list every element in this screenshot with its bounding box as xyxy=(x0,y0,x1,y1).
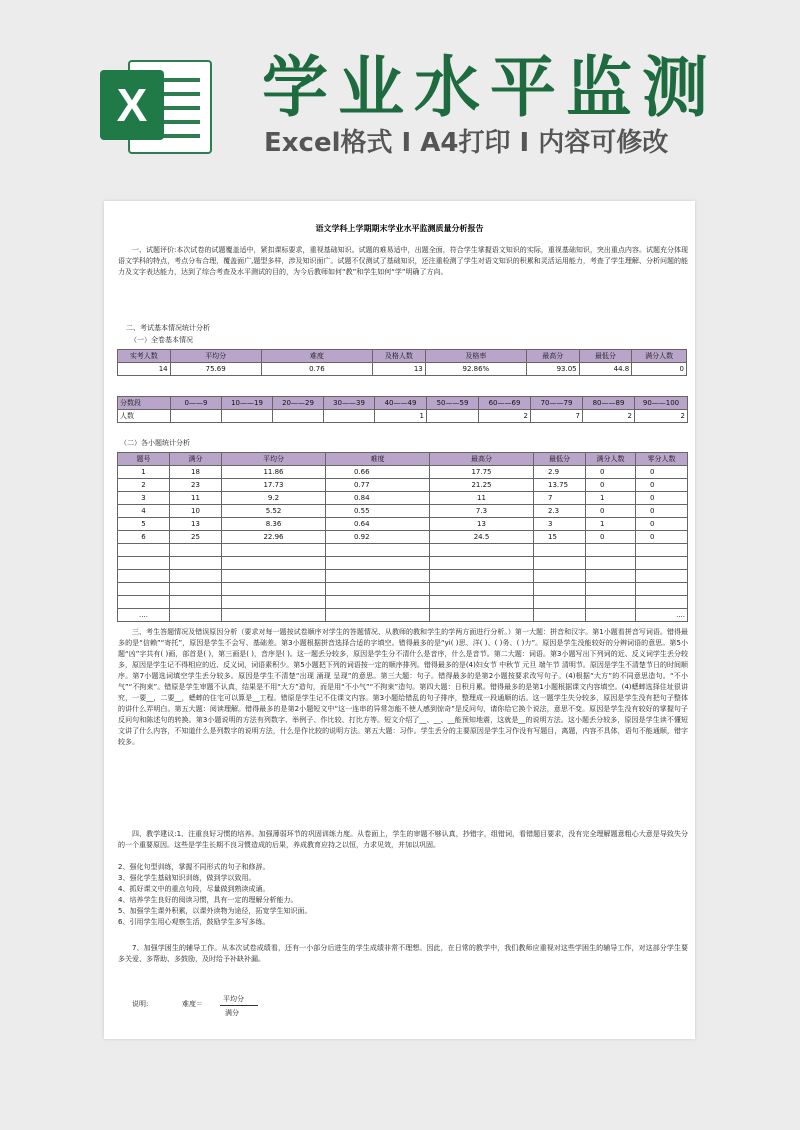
table-header-cell: 满分人数 xyxy=(586,453,636,466)
table-cell: 0 xyxy=(636,466,688,479)
table-cell xyxy=(326,596,430,609)
table-cell: 1 xyxy=(375,410,427,423)
table-cell: 25 xyxy=(170,531,222,544)
table-header-cell: 满分人数 xyxy=(632,350,687,363)
table-cell xyxy=(171,410,222,423)
table-cell: 2 xyxy=(479,410,531,423)
document-title: 语文学科上学期期末学业水平监测质量分析报告 xyxy=(315,223,484,233)
table-header-cell: 零分人数 xyxy=(636,453,688,466)
list-item: 2、强化句型训练，掌握不同形式的句子和修辞。 xyxy=(118,863,270,871)
table-cell xyxy=(170,544,222,557)
table-cell: 23 xyxy=(170,479,222,492)
table-cell xyxy=(427,410,479,423)
table-header-cell: 难度 xyxy=(261,350,372,363)
table-cell xyxy=(326,557,430,570)
table-cell: 13 xyxy=(373,363,426,376)
table-header-row xyxy=(118,350,687,363)
table-header-row xyxy=(118,397,688,410)
table-cell: 13 xyxy=(170,518,222,531)
table-cell xyxy=(586,583,636,596)
table-cell: 0.66 xyxy=(326,466,430,479)
table-cell xyxy=(586,609,636,622)
formula-numerator: 平均分 xyxy=(223,995,244,1003)
table-cell xyxy=(636,583,688,596)
table-cell: 11.86 xyxy=(222,466,326,479)
table-header-cell: 最低分 xyxy=(579,350,632,363)
subsection-heading-overall: （一）全卷基本情况 xyxy=(130,336,193,344)
table-cell xyxy=(430,570,534,583)
table-cell xyxy=(636,570,688,583)
table-cell xyxy=(222,583,326,596)
list-item: 6、引用学生用心观察生活，鼓励学生多写多练。 xyxy=(118,918,270,926)
table-header-cell: 60——69 xyxy=(479,397,531,410)
table-cell: 0.77 xyxy=(326,479,430,492)
table-cell xyxy=(326,544,430,557)
table-header-cell: 70——79 xyxy=(531,397,583,410)
table-row xyxy=(118,363,687,376)
table-cell xyxy=(534,557,586,570)
suggestion-list xyxy=(118,862,688,928)
table-cell xyxy=(586,596,636,609)
table-cell: 15 xyxy=(534,531,586,544)
table-cell: 0 xyxy=(636,505,688,518)
table-cell xyxy=(170,609,222,622)
table-cell xyxy=(118,570,170,583)
table-cell: 7.3 xyxy=(430,505,534,518)
table-cell: 7 xyxy=(534,492,586,505)
table-cell xyxy=(636,557,688,570)
table-row-empty xyxy=(118,557,688,570)
table-header-cell: 分数段 xyxy=(118,397,171,410)
table-cell xyxy=(534,570,586,583)
table-cell: 2 xyxy=(583,410,635,423)
table-cell xyxy=(326,570,430,583)
table-header-cell: 50——59 xyxy=(427,397,479,410)
table-cell: 2 xyxy=(635,410,688,423)
list-item: 3、强化学生基础知识训练，做到学以致用。 xyxy=(118,874,256,882)
table-cell xyxy=(430,609,534,622)
table-cell: 0 xyxy=(586,531,636,544)
table-cell xyxy=(170,557,222,570)
table-row xyxy=(118,410,688,423)
table-header-cell: 30——39 xyxy=(324,397,375,410)
table-row xyxy=(118,531,688,544)
summary-table xyxy=(117,349,687,376)
table-header-cell: 最高分 xyxy=(526,350,579,363)
table-cell: 10 xyxy=(170,505,222,518)
paragraph-test-evaluation: 一、试题评价:本次试卷的试题覆盖适中，紧扣课标要求，重视基础知识。试题的难易适中，出题全面，符合学生掌握语文知识的实际，重视基础知识，突出重点内容。试题充分体现语文学科的特点，考点分布合理，覆盖面广,题型多样，涉及知识面广。试题不仅测试了基础知识，还注重检测了学生对语文知识的积累和灵活运用能力，考查了学生理解、分析问题的能力及文字表达能力，达到了综合考查及水平测试的目的，为今后教师如何“教”和学生如何“学”明确了方向。 xyxy=(118,246,688,276)
list-item: 4、抓好课文中的重点句段，尽量做到熟读成诵。 xyxy=(118,885,270,893)
question-stats-table xyxy=(117,452,688,622)
table-cell xyxy=(534,609,586,622)
table-cell: 14 xyxy=(118,363,171,376)
subsection-heading-items: （二）各小题统计分析 xyxy=(120,439,190,447)
table-cell: 0.92 xyxy=(326,531,430,544)
table-cell xyxy=(222,557,326,570)
formula-denominator: 满分 xyxy=(225,1009,239,1017)
table-cell xyxy=(586,544,636,557)
table-cell: 0 xyxy=(636,518,688,531)
table-header-cell: 满分 xyxy=(170,453,222,466)
table-cell: .... xyxy=(636,609,688,622)
table-cell xyxy=(430,557,534,570)
table-cell xyxy=(636,544,688,557)
table-cell xyxy=(534,544,586,557)
table-cell xyxy=(170,596,222,609)
list-item: 5、加强学生课外积累，以课外读物为途径，拓宽学生知识面。 xyxy=(118,907,312,915)
table-cell: 2.3 xyxy=(534,505,586,518)
table-header-cell: 难度 xyxy=(326,453,430,466)
table-cell: 44.8 xyxy=(579,363,632,376)
table-row-empty xyxy=(118,596,688,609)
table-cell xyxy=(324,410,375,423)
table-cell: 0 xyxy=(636,479,688,492)
table-header-cell: 0——9 xyxy=(171,397,222,410)
table-cell: .... xyxy=(118,609,170,622)
table-header-row xyxy=(118,453,688,466)
table-cell xyxy=(118,544,170,557)
table-row xyxy=(118,492,688,505)
banner-title: 学业水平监测 xyxy=(262,49,718,126)
paragraph-tutoring: 7、加强学困生的辅导工作。从本次试卷成绩看，还有一小部分后进生的学生成绩非常不理想。因此，在日常的教学中，我们教师应重视对这些学困生的辅导工作，对这部分学生要多关爱、多帮助、多鼓励，及时给予补缺补漏。 xyxy=(118,944,688,963)
table-cell: 6 xyxy=(118,531,170,544)
table-cell xyxy=(118,583,170,596)
table-header-cell: 90——100 xyxy=(635,397,688,410)
table-cell: 0 xyxy=(632,363,687,376)
note-label: 说明: xyxy=(132,1000,149,1008)
table-row xyxy=(118,479,688,492)
table-cell: 1 xyxy=(586,518,636,531)
table-cell xyxy=(170,583,222,596)
table-header-cell: 平均分 xyxy=(222,453,326,466)
score-distribution-table xyxy=(117,396,688,423)
logo-letter: X xyxy=(100,70,164,140)
table-cell xyxy=(118,596,170,609)
table-row xyxy=(118,518,688,531)
table-cell: 21.25 xyxy=(430,479,534,492)
table-cell: 0 xyxy=(586,466,636,479)
table-cell: 17.75 xyxy=(430,466,534,479)
table-cell: 75.69 xyxy=(170,363,261,376)
table-header-cell: 10——19 xyxy=(222,397,273,410)
table-header-cell: 80——89 xyxy=(583,397,635,410)
banner-subtitle: Excel格式 I A4打印 I 内容可修改 xyxy=(264,128,669,158)
paragraph-error-analysis: 三、考生答题情况及错误原因分析（要求对每一题按试卷顺序对学生的答题情况、从教师的教和学生的学两方面进行分析。）第一大题：拼音和汉字。第1小题看拼音写词语。错得最多的是“信赖”“寄托”，原因是学生不会写、基础差。第3小题根据拼音选择合适的字填空。错得最多的是“yi( )思、洋( )、( )务、( )力”。原因是学生没能较好的分辨词语的意思。第5小题“凶”字共有( )画，部首是( )，第三画是( )，音序是( )。这一题丢分较多，原因是学生分不清什么是音序，什么是音节。第二大题：词语。第3小题写出下列词的近、反义词学生丢分较多，原因是学生记不得相应的近、反义词，词语素积少。第5小题把下列的词语按一定的顺序排列。错得最多的是(4)妇女节 中秋节 元旦 端午节 清明节。原因是学生不清楚节日的时间顺序。第7小题选词填空学生丢分较多。原因是学生不清楚“出现 涌现 呈现”的意思。第三大题：句子。错得最多的是第2小题按要求改写句子。(4)根据“大方”的不同意思造句。“不小气”“不拘束”。错原是学生审题不认真，结果是不用“大方”造句，而是用“不小气”“不拘束”造句。第四大题：日积月累。错得最多的是第1小题根据课文内容填空。(4)蟋蟀选择住址很讲究，一要__，二要__，蟋蟀的住宅可以算是__工程。错原是学生记不住课文内容。第3小题给错乱的句子排序，整理成一段通顺的话。这一题学生失分较多，原因是学生没有把句子整体的讲什么弄明白。第五大题：阅读理解。错得最多的是第2小题短文中“这一连串的异常怎能不使人感到惊奇”是反问句，请你给它换个说法，意思不变。原因是学生没有较好的掌握句子反问句和陈述句的转换。第3小题说明的方法有列数字、举例子、作比较、打比方等。短文介绍了__、__、__能预知地震，这就是__的说明方法。这小题丢分较多，原因是学生读不懂短文讲了什么内容，不知道什么是列数字的说明方法，什么是作比较的说明方法。第五大题：习作。学生丢分的主要原因是学生习作没有写题目，离题，内容不具体，语句不能通顺，错字较多。 xyxy=(118,628,688,746)
table-header-cell: 实考人数 xyxy=(118,350,171,363)
table-cell: 24.5 xyxy=(430,531,534,544)
table-cell xyxy=(222,410,273,423)
table-cell xyxy=(118,557,170,570)
table-cell xyxy=(326,583,430,596)
formula-label: 难度＝ xyxy=(182,1000,203,1008)
table-row xyxy=(118,505,688,518)
table-row-empty xyxy=(118,544,688,557)
table-cell: 5.52 xyxy=(222,505,326,518)
table-header-cell: 及格率 xyxy=(425,350,526,363)
table-header-cell: 题号 xyxy=(118,453,170,466)
table-cell: 11 xyxy=(170,492,222,505)
table-cell: 0 xyxy=(636,492,688,505)
table-row-empty xyxy=(118,570,688,583)
table-header-cell: 20——29 xyxy=(273,397,324,410)
table-row xyxy=(118,466,688,479)
table-header-cell: 最低分 xyxy=(534,453,586,466)
document-page xyxy=(104,201,695,1039)
table-cell: 9.2 xyxy=(222,492,326,505)
table-cell: 93.05 xyxy=(526,363,579,376)
table-cell: 5 xyxy=(118,518,170,531)
table-cell xyxy=(534,583,586,596)
table-cell: 22.96 xyxy=(222,531,326,544)
table-cell: 0 xyxy=(586,505,636,518)
excel-logo-icon xyxy=(100,52,212,156)
table-cell: 13.75 xyxy=(534,479,586,492)
table-header-cell: 及格人数 xyxy=(373,350,426,363)
table-cell: 人数 xyxy=(118,410,171,423)
list-item: 4、培养学生良好的阅读习惯，具有一定的理解分析能力。 xyxy=(118,896,298,904)
table-cell: 7 xyxy=(531,410,583,423)
table-cell: 13 xyxy=(430,518,534,531)
table-row-empty xyxy=(118,583,688,596)
table-cell xyxy=(326,609,430,622)
table-cell: 2 xyxy=(118,479,170,492)
table-header-cell: 40——49 xyxy=(375,397,427,410)
table-cell: 0.55 xyxy=(326,505,430,518)
table-cell xyxy=(430,544,534,557)
table-cell: 3 xyxy=(534,518,586,531)
table-cell xyxy=(273,410,324,423)
table-cell: 18 xyxy=(170,466,222,479)
table-cell xyxy=(222,609,326,622)
table-cell xyxy=(430,596,534,609)
paragraph-teaching-advice: 四、教学建议:1、注重良好习惯的培养。加强薄弱环节的巩固训练力度。从卷面上，学生的审题不够认真，抄错字，组错词，看错题目要求，没有完全理解题意粗心大意是导致失分的一个重要原因。这些是学生长期不良习惯造成的后果，养成教育应持之以恒，力求见效，并加以巩固。 xyxy=(118,830,688,849)
table-cell: 8.36 xyxy=(222,518,326,531)
table-cell: 0 xyxy=(636,531,688,544)
fraction-bar xyxy=(220,1005,258,1006)
table-cell xyxy=(586,557,636,570)
table-cell: 4 xyxy=(118,505,170,518)
section-heading-statistics: 二、考试基本情况统计分析 xyxy=(126,324,210,332)
table-cell: 17.73 xyxy=(222,479,326,492)
table-cell xyxy=(430,583,534,596)
table-cell: 0.64 xyxy=(326,518,430,531)
table-cell: 0.76 xyxy=(261,363,372,376)
table-header-cell: 最高分 xyxy=(430,453,534,466)
table-cell: 3 xyxy=(118,492,170,505)
table-cell xyxy=(222,596,326,609)
table-cell xyxy=(170,570,222,583)
table-header-cell: 平均分 xyxy=(170,350,261,363)
table-cell xyxy=(222,570,326,583)
table-cell: 2.9 xyxy=(534,466,586,479)
banner xyxy=(0,0,800,185)
table-cell xyxy=(636,596,688,609)
table-cell: 1 xyxy=(118,466,170,479)
table-cell xyxy=(586,570,636,583)
table-cell: 92.86% xyxy=(425,363,526,376)
table-cell: 1 xyxy=(586,492,636,505)
table-cell xyxy=(222,544,326,557)
table-cell: 0.84 xyxy=(326,492,430,505)
table-cell: 0 xyxy=(586,479,636,492)
table-cell xyxy=(534,596,586,609)
table-row-last xyxy=(118,609,688,622)
table-cell: 11 xyxy=(430,492,534,505)
